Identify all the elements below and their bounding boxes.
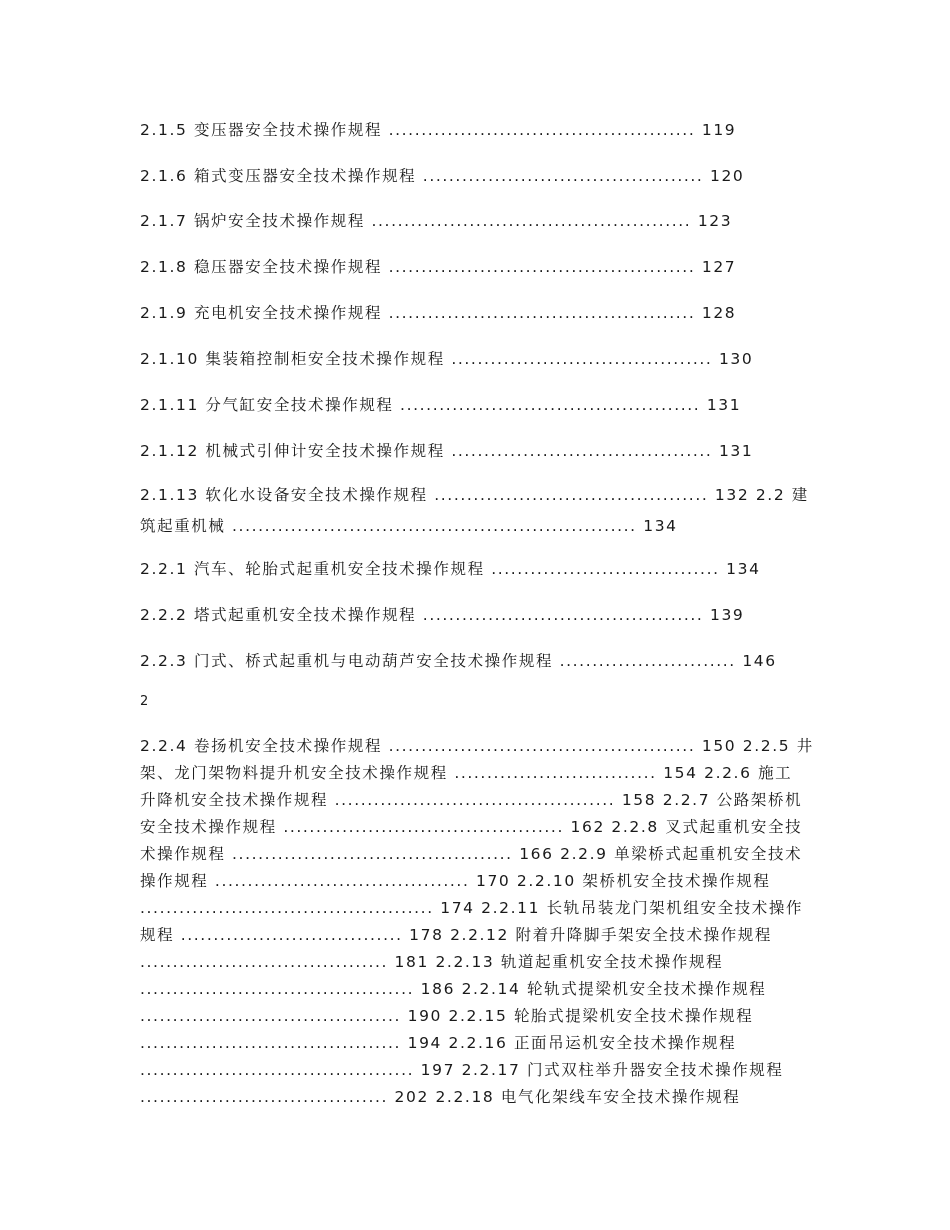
toc-dense-line: ........................................ 190 2.2.15 轮胎式提梁机安全技术操作规程	[140, 1007, 754, 1025]
toc-wrapped-line: 筑起重机械 .............................................................. 134	[140, 517, 678, 535]
toc-dense-block	[140, 733, 814, 1111]
toc-entry-2-2-1: 2.2.1 汽车、轮胎式起重机安全技术操作规程 ................................... 134	[140, 560, 761, 578]
toc-dense-line: 升降机安全技术操作规程 ........................................... 158 2.2.7 公路架桥机	[140, 791, 803, 809]
toc-dense-line: 术操作规程 ........................................... 166 2.2.9 单梁桥式起重机安全技术	[140, 845, 803, 863]
toc-entry-2-1-11: 2.1.11 分气缸安全技术操作规程 .............................................. 131	[140, 396, 742, 414]
toc-dense-line: 2.2.4 卷扬机安全技术操作规程 ............................................... 150 2.2.5 井	[140, 737, 814, 755]
toc-entry-2-1-10: 2.1.10 集装箱控制柜安全技术操作规程 ........................................ 130	[140, 350, 754, 368]
toc-dense-line: ...................................... 202 2.2.18 电气化架线车安全技术操作规程	[140, 1088, 741, 1106]
toc-dense-line: ............................................. 174 2.2.11 长轨吊装龙门架机组安全技术操作	[140, 899, 804, 917]
toc-entry-2-1-6: 2.1.6 箱式变压器安全技术操作规程 ........................................... 120	[140, 167, 745, 185]
toc-dense-line: ...................................... 181 2.2.13 轨道起重机安全技术操作规程	[140, 953, 724, 971]
toc-entry-2-2-3: 2.2.3 门式、桥式起重机与电动葫芦安全技术操作规程 ........................... 146	[140, 652, 777, 670]
toc-dense-line: 规程 .................................. 178 2.2.12 附着升降脚手架安全技术操作规程	[140, 926, 773, 944]
toc-dense-line: .......................................... 186 2.2.14 轮轨式提梁机安全技术操作规程	[140, 980, 767, 998]
toc-entry-2-1-12: 2.1.12 机械式引伸计安全技术操作规程 ........................................ 131	[140, 442, 754, 460]
toc-dense-line: 安全技术操作规程 ........................................... 162 2.2.8 叉式起重机安全技	[140, 818, 803, 836]
toc-entry-2-1-9: 2.1.9 充电机安全技术操作规程 ............................................... 128	[140, 304, 737, 322]
toc-entry-2-1-8: 2.1.8 稳压器安全技术操作规程 ............................................... 127	[140, 258, 737, 276]
toc-wrapped-paragraph	[140, 480, 809, 542]
toc-wrapped-line: 2.1.13 软化水设备安全技术操作规程 .......................................... 132 2.2 建	[140, 486, 809, 504]
toc-dense-line: 架、龙门架物料提升机安全技术操作规程 ............................... 154 2.2.6 施工	[140, 764, 793, 782]
toc-entry-2-1-7: 2.1.7 锅炉安全技术操作规程 ................................................. 123	[140, 212, 733, 230]
toc-dense-line: .......................................... 197 2.2.17 门式双柱举升器安全技术操作规程	[140, 1061, 784, 1079]
toc-entry-2-2-2: 2.2.2 塔式起重机安全技术操作规程 ........................................... 139	[140, 606, 745, 624]
page-number: 2	[140, 694, 150, 709]
toc-dense-line: ........................................ 194 2.2.16 正面吊运机安全技术操作规程	[140, 1034, 737, 1052]
toc-entry-2-1-5: 2.1.5 变压器安全技术操作规程 ............................................... 119	[140, 121, 737, 139]
toc-dense-line: 操作规程 ....................................... 170 2.2.10 架桥机安全技术操作规程	[140, 872, 771, 890]
